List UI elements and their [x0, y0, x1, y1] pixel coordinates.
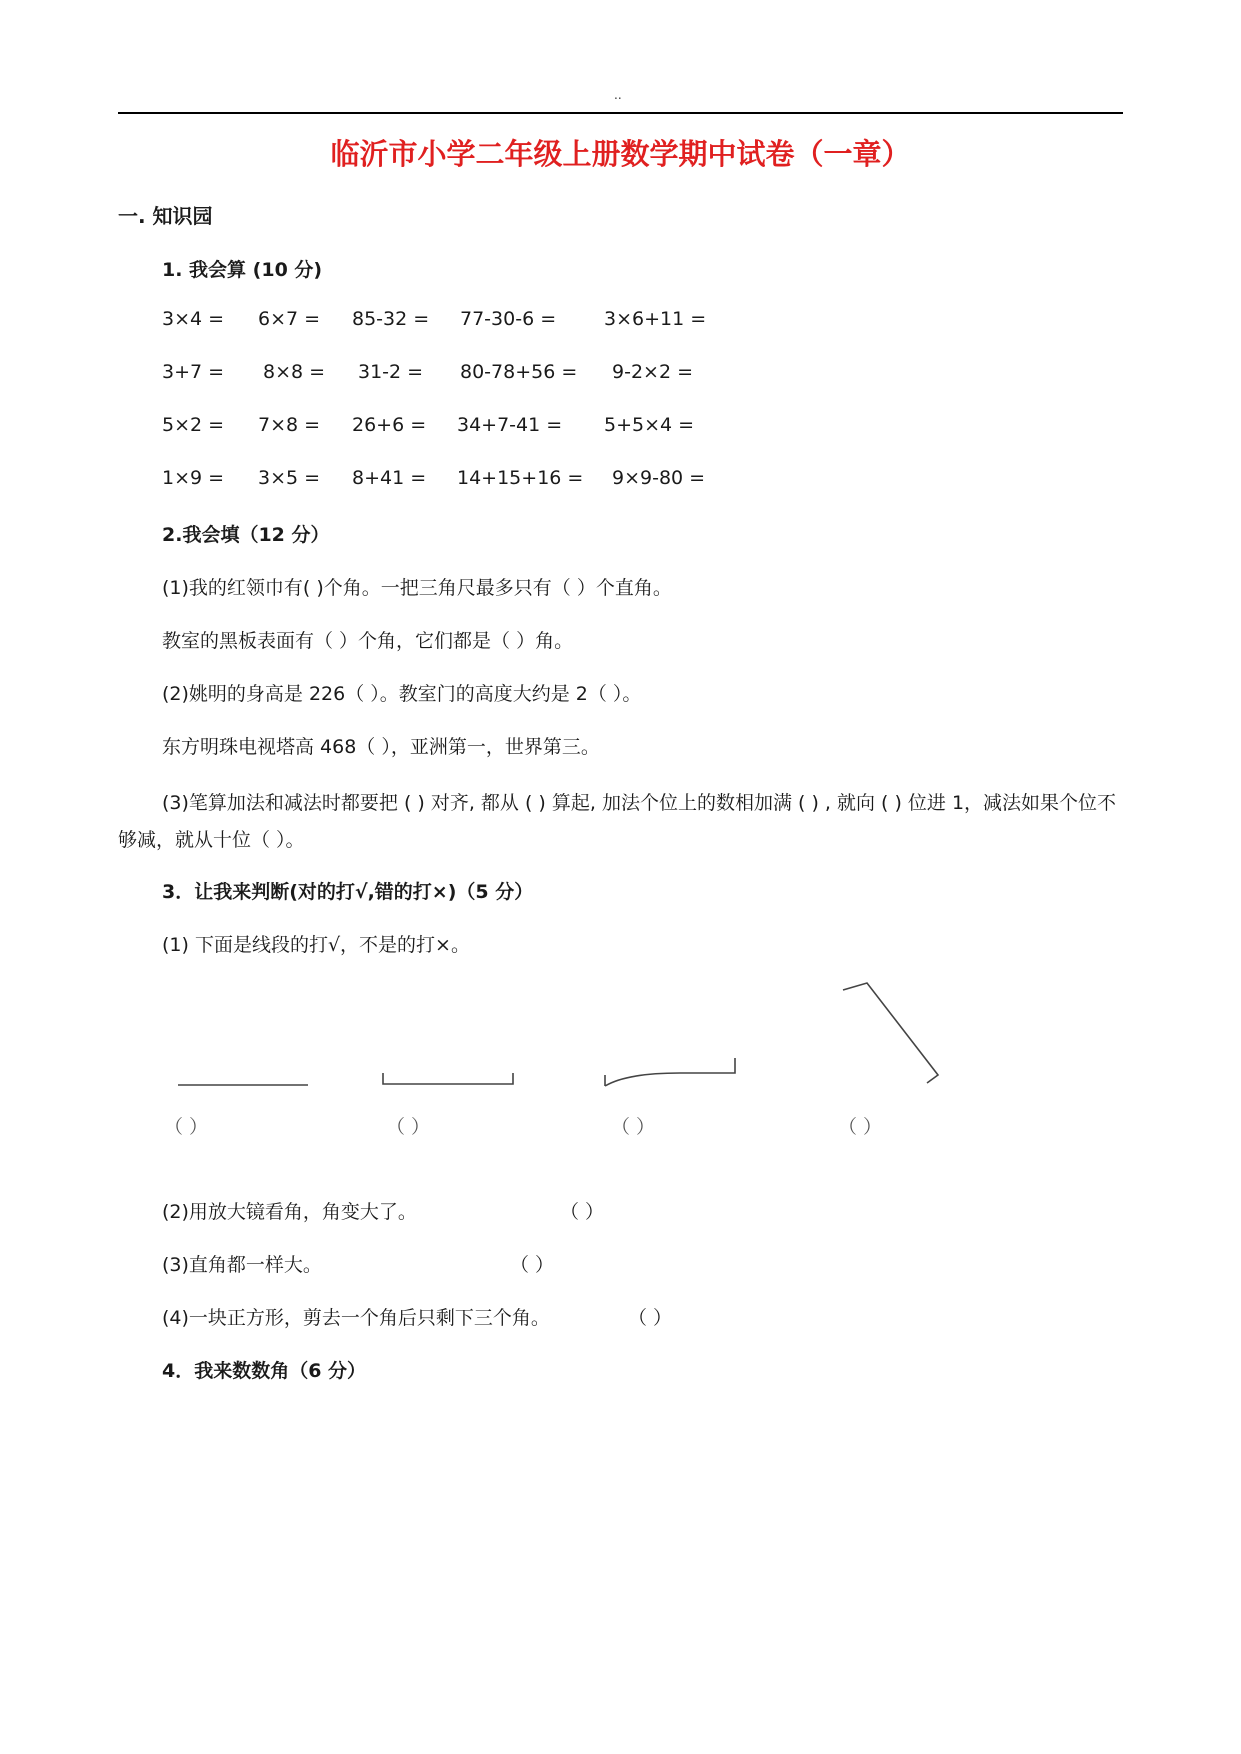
q2-line: 东方明珠电视塔高 468（ ），亚洲第一，世界第三。 — [162, 736, 600, 758]
calc-item: 3+7 = — [162, 361, 225, 383]
calc-item: 8+41 = — [352, 467, 427, 489]
calc-item: 3×4 = — [162, 308, 225, 330]
answer-paren[interactable]: （ ） — [611, 1116, 656, 1138]
calc-item: 9×9-80 = — [612, 467, 706, 489]
header-mark: .. — [614, 88, 622, 102]
calc-item: 5×2 = — [162, 414, 225, 436]
figure-curve — [605, 1058, 735, 1086]
q2-line: (1)我的红领巾有( )个角。一把三角尺最多只有（ ）个直角。 — [162, 577, 672, 599]
answer-paren[interactable]: （ ） — [510, 1254, 555, 1276]
answer-paren[interactable]: （ ） — [628, 1307, 673, 1329]
q3-heading: 3．让我来判断(对的打√,错的打×)（5 分） — [162, 881, 534, 903]
q4-heading: 4．我来数数角（6 分） — [162, 1360, 367, 1382]
answer-paren[interactable]: （ ） — [560, 1201, 605, 1223]
calc-item: 14+15+16 = — [457, 467, 584, 489]
answer-paren[interactable]: （ ） — [164, 1116, 209, 1138]
q2-line: 教室的黑板表面有（ ）个角，它们都是（ ）角。 — [162, 630, 574, 652]
calc-item: 3×6+11 = — [604, 308, 707, 330]
q2-paragraph: (3)笔算加法和减法时都要把 ( ) 对齐, 都从 ( ) 算起, 加法个位上的数相加满 ( ) , 就向 ( ) 位进 1，减法如果个位不够减，就从十位（ ）。 — [118, 792, 1117, 851]
calc-item: 34+7-41 = — [457, 414, 563, 436]
q3-sub1: (1) 下面是线段的打√，不是的打×。 — [162, 934, 470, 956]
calc-item: 80-78+56 = — [460, 361, 578, 383]
calc-item: 26+6 = — [352, 414, 427, 436]
segment-figures — [150, 975, 970, 1095]
calc-item: 31-2 = — [358, 361, 424, 383]
q3-sub4: (4)一块正方形，剪去一个角后只剩下三个角。 — [162, 1307, 550, 1329]
figure-bracket — [383, 1073, 513, 1084]
q1-heading: 1. 我会算 (10 分) — [162, 259, 323, 281]
calc-item: 85-32 = — [352, 308, 430, 330]
answer-paren[interactable]: （ ） — [838, 1116, 883, 1138]
section-heading: 一. 知识园 — [118, 204, 213, 228]
q2-heading: 2.我会填（12 分） — [162, 524, 330, 546]
header-rule — [118, 112, 1123, 114]
calc-item: 9-2×2 = — [612, 361, 694, 383]
q3-sub3: (3)直角都一样大。 — [162, 1254, 322, 1276]
page-title: 临沂市小学二年级上册数学期中试卷（一章） — [330, 137, 911, 171]
calc-item: 7×8 = — [258, 414, 321, 436]
q2-line: (2)姚明的身高是 226（ ）。教室门的高度大约是 2（ ）。 — [162, 683, 642, 705]
q3-sub2: (2)用放大镜看角，角变大了。 — [162, 1201, 417, 1223]
calc-item: 8×8 = — [263, 361, 326, 383]
calc-item: 5+5×4 = — [604, 414, 695, 436]
calc-item: 3×5 = — [258, 467, 321, 489]
calc-item: 77-30-6 = — [460, 308, 557, 330]
figure-slant — [843, 983, 938, 1083]
answer-paren[interactable]: （ ） — [386, 1116, 431, 1138]
calc-item: 1×9 = — [162, 467, 225, 489]
calc-item: 6×7 = — [258, 308, 321, 330]
